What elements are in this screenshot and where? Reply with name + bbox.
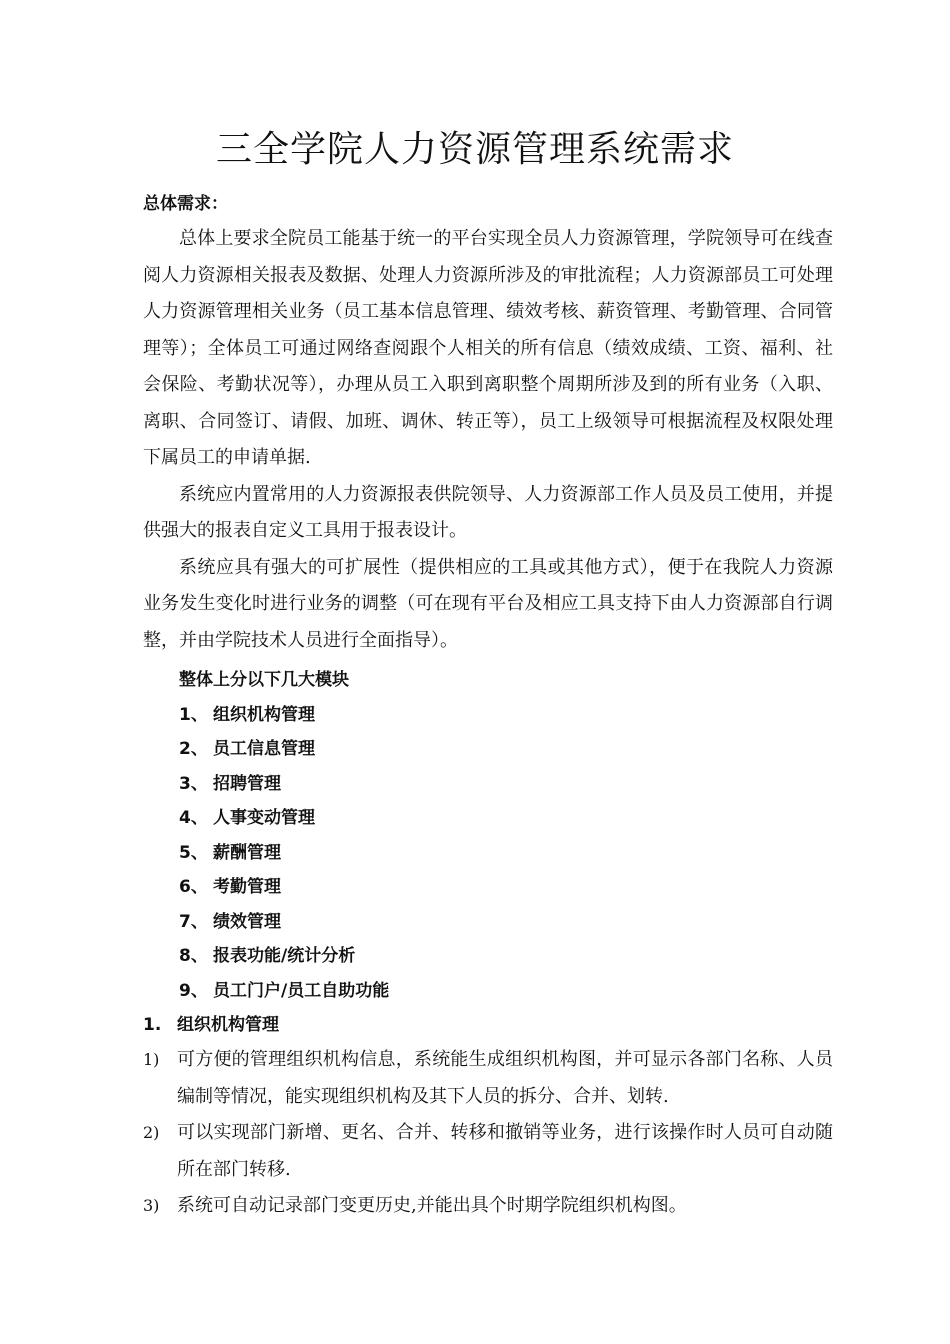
module-number: 6、 [179, 877, 208, 897]
item-text: 系统可自动记录部门变更历史,并能出具个时期学院组织机构图。 [177, 1195, 687, 1216]
section-title: 组织机构管理 [177, 1015, 279, 1035]
module-number: 5、 [179, 842, 208, 863]
module-label: 报表功能/统计分析 [213, 946, 356, 966]
module-item [143, 732, 833, 767]
item-number: 3) [143, 1196, 160, 1215]
item-text: 可以实现部门新增、更名、合并、转移和撤销等业务，进行该操作时人员可自动随所在部门转移. [177, 1122, 833, 1180]
module-number: 8、 [179, 946, 208, 966]
modules-heading: 整体上分以下几大模块 [179, 670, 349, 690]
modules-list [143, 698, 833, 1009]
module-item [143, 836, 833, 871]
module-label: 绩效管理 [213, 911, 281, 932]
module-label: 员工信息管理 [213, 739, 315, 759]
section-number: 1. [143, 1015, 162, 1035]
paragraph-reports: 系统应内置常用的人力资源报表供院领导、人力资源部工作人员及员工使用，并提供强大的报表自定义工具用于报表设计。 [143, 483, 833, 541]
module-number: 4、 [179, 808, 208, 828]
module-label: 考勤管理 [213, 877, 281, 897]
module-item [143, 801, 833, 836]
module-label: 招聘管理 [213, 773, 281, 794]
module-label: 薪酬管理 [213, 842, 281, 863]
module-number: 2、 [179, 739, 208, 759]
section-item [143, 1042, 833, 1115]
module-item [143, 698, 833, 733]
module-label: 组织机构管理 [213, 704, 315, 725]
item-number: 2) [143, 1123, 160, 1142]
module-item [143, 974, 833, 1009]
module-number: 9、 [179, 980, 208, 1001]
item-number: 1) [143, 1050, 160, 1069]
item-text: 可方便的管理组织机构信息，系统能生成组织机构图，并可显示各部门名称、人员编制等情况，能实现组织机构及其下人员的拆分、合并、划转. [177, 1049, 833, 1107]
paragraph-overview: 总体上要求全院员工能基于统一的平台实现全员人力资源管理，学院领导可在线查阅人力资源相关报表及数据、处理人力资源所涉及的审批流程；人力资源部员工可处理人力资源管理相关业务（员工基本信息管理、绩效考核、薪资管理、考勤管理、合同管理等）；全体员工可通过网络查阅跟个人相关的所有信息（绩效成绩、工资、福利、社会保险、考勤状况等），办理从员工入职到离职整个周期所涉及到的所有业务（入职、离职、合同签订、请假、加班、调休、转正等），员工上级领导可根据流程及权限处理下属员工的申请单据. [143, 228, 833, 468]
section-items [143, 1042, 833, 1225]
module-item [143, 767, 833, 802]
module-item [143, 905, 833, 940]
document-body [143, 190, 833, 1225]
module-number: 1、 [179, 704, 208, 725]
overall-requirements-heading: 总体需求： [143, 194, 228, 214]
document-title: 三全学院人力资源管理系统需求 [215, 129, 734, 170]
paragraph-extensibility: 系统应具有强大的可扩展性（提供相应的工具或其他方式），便于在我院人力资源业务发生变化时进行业务的调整（可在现有平台及相应工具支持下由人力资源部自行调整，并由学院技术人员进行全面指导）。 [143, 556, 833, 651]
section-item [143, 1115, 833, 1188]
section-heading [143, 1008, 833, 1042]
module-number: 3、 [179, 773, 208, 794]
module-item [143, 939, 833, 974]
module-item [143, 870, 833, 905]
module-label: 人事变动管理 [213, 808, 315, 828]
module-number: 7、 [179, 911, 208, 932]
module-label: 员工门户/员工自助功能 [213, 980, 390, 1001]
section-item [143, 1188, 833, 1225]
